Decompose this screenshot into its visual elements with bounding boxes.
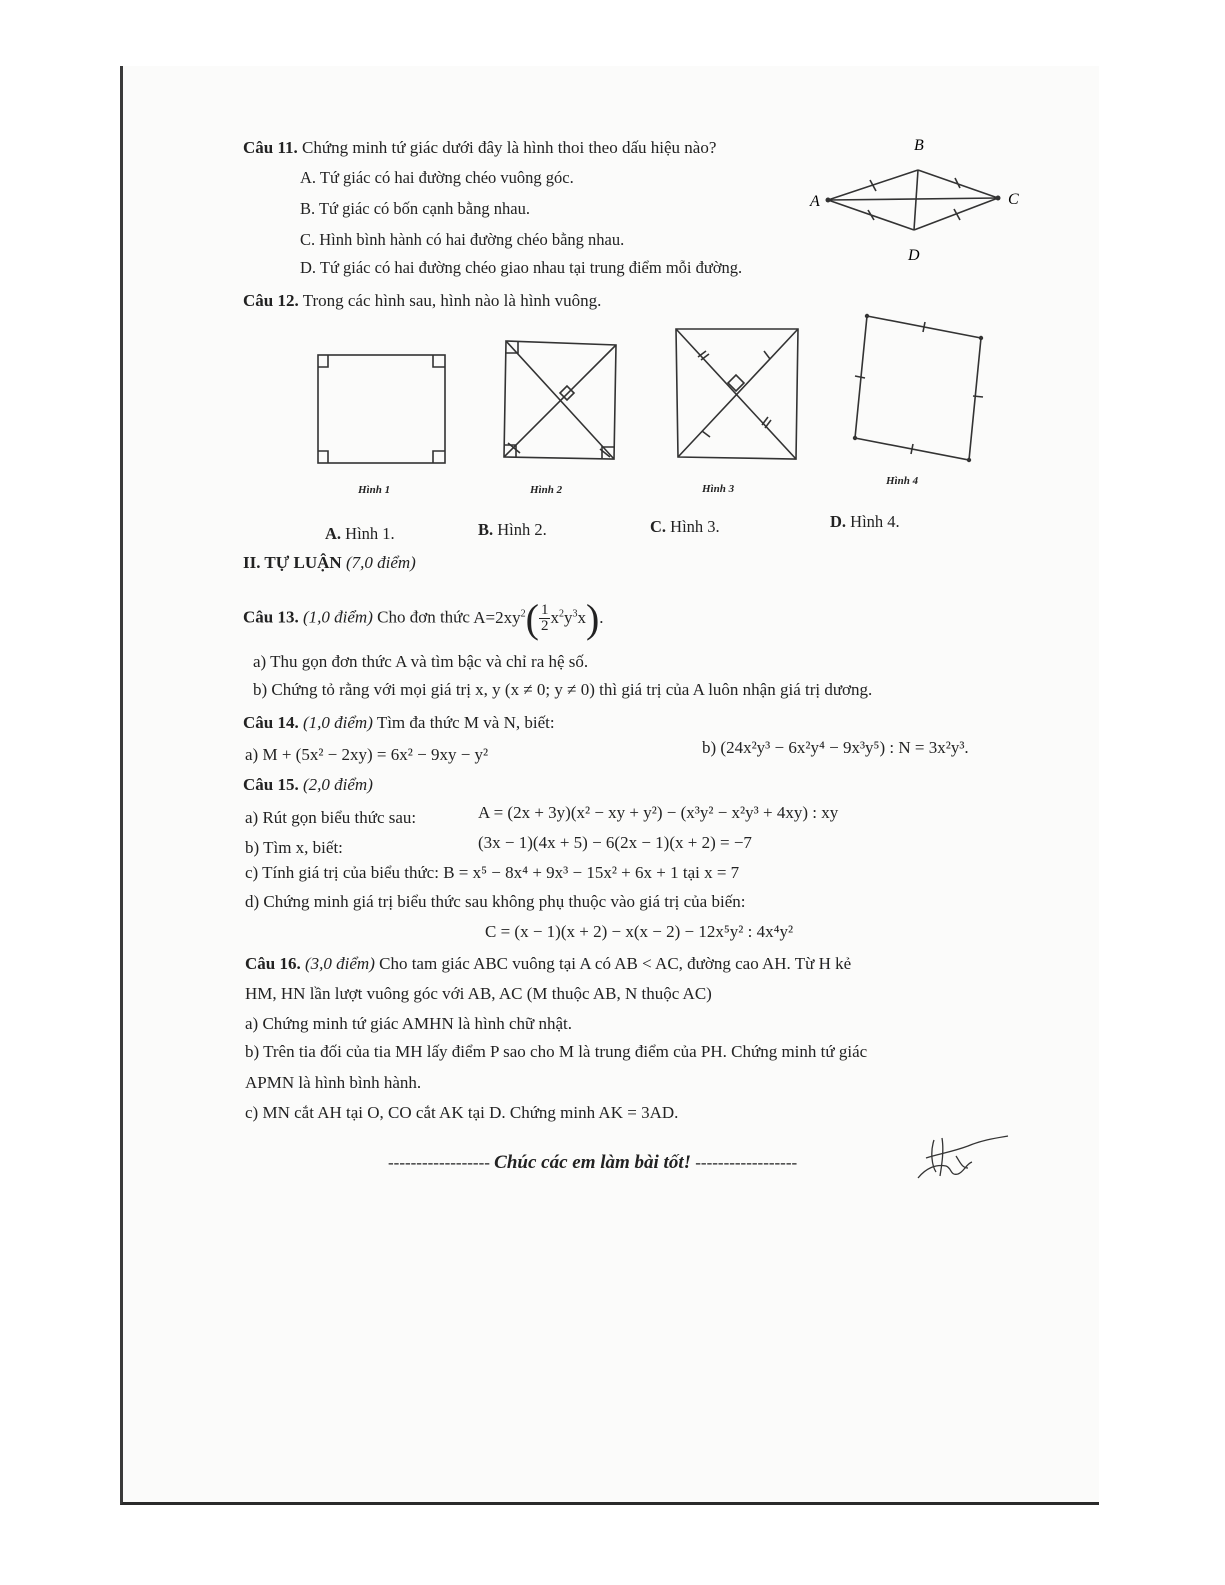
q12-option-c: C. Hình 3.	[650, 517, 720, 536]
q11-option-c: C. Hình bình hành có hai đường chéo bằng nhau.	[300, 230, 625, 249]
q11-option-b: B. Tứ giác có bốn cạnh bằng nhau.	[300, 199, 530, 218]
footer-dashes-left: ------------------	[388, 1153, 490, 1172]
figure-1	[310, 345, 455, 475]
section-2-points: (7,0 điểm)	[345, 553, 416, 572]
q13-question	[243, 590, 604, 643]
q13-points: (1,0 điểm)	[302, 607, 373, 627]
figure-4-caption: Hình 4	[886, 475, 919, 487]
q15-part-b-expr: (3x − 1)(4x + 5) − 6(2x − 1)(x + 2) = −7	[478, 833, 752, 852]
q13-part-a: a) Thu gọn đơn thức A và tìm bậc và chỉ ra hệ số.	[253, 652, 589, 671]
q15-points: (2,0 điểm)	[302, 775, 373, 794]
q16-line-2: HM, HN lần lượt vuông góc với AB, AC (M thuộc AB, N thuộc AC)	[245, 984, 712, 1003]
figure-3	[668, 321, 808, 466]
q15-part-d-expr: C = (x − 1)(x + 2) − x(x − 2) − 12x⁵y² : 4x⁴y²	[485, 922, 794, 941]
q11-option-d: D. Tứ giác có hai đường chéo giao nhau tại trung điểm mỗi đường.	[300, 258, 743, 277]
q12-option-b: B. Hình 2.	[478, 520, 547, 539]
q12-label: Câu 12.	[243, 291, 299, 310]
q15-label: Câu 15.	[243, 775, 299, 794]
section-2-heading	[243, 553, 416, 573]
q16-part-b-line-1: b) Trên tia đối của tia MH lấy điểm P sao cho M là trung điểm của PH. Chứng minh tứ giác	[245, 1042, 868, 1061]
rhombus-figure	[800, 130, 1030, 270]
figure-2	[496, 333, 626, 468]
q12-option-a: A. Hình 1.	[325, 524, 395, 543]
q15-part-d: d) Chứng minh giá trị biểu thức sau không phụ thuộc vào giá trị của biến:	[245, 892, 746, 911]
q15-question	[243, 775, 373, 795]
q16-points: (3,0 điểm)	[304, 954, 375, 973]
q14-points: (1,0 điểm)	[302, 713, 373, 732]
q12-text: Trong các hình sau, hình nào là hình vuông.	[302, 291, 602, 310]
q14-label: Câu 14.	[243, 713, 299, 732]
q13-label: Câu 13.	[243, 607, 299, 627]
figure-4	[845, 308, 995, 463]
q14-part-a: a) M + (5x² − 2xy) = 6x² − 9xy − y²	[245, 745, 489, 764]
q16-question	[245, 954, 851, 974]
figure-3-caption: Hình 3	[702, 483, 735, 495]
figure-2-caption: Hình 2	[530, 484, 563, 496]
q13-part-b: b) Chứng tỏ rằng với mọi giá trị x, y (x ≠ 0; y ≠ 0) thì giá trị của A luôn nhận giá trị dương.	[253, 680, 873, 699]
figure-1-caption: Hình 1	[358, 484, 391, 496]
q12-option-d: D. Hình 4.	[830, 512, 900, 531]
q14-text: Tìm đa thức M và N, biết:	[376, 713, 555, 732]
footer-dashes-right: ------------------	[695, 1153, 798, 1172]
vertex-a-label: A	[810, 193, 820, 210]
q11-option-a: A. Tứ giác có hai đường chéo vuông góc.	[300, 168, 574, 187]
q13-text: Cho đơn thức	[377, 607, 470, 627]
q15-part-b-label: b) Tìm x, biết:	[245, 838, 343, 857]
vertex-c-label: C	[1008, 191, 1019, 208]
vertex-d-label: D	[908, 247, 920, 264]
q16-line-1: Cho tam giác ABC vuông tại A có AB < AC, đường cao AH. Từ H kẻ	[379, 954, 852, 973]
section-2-title: II. TỰ LUẬN	[243, 553, 342, 572]
q16-label: Câu 16.	[245, 954, 301, 973]
vertex-b-label: B	[914, 137, 924, 154]
q16-part-b-line-2: APMN là hình bình hành.	[245, 1073, 422, 1092]
q16-part-a: a) Chứng minh tứ giác AMHN là hình chữ nhật.	[245, 1014, 572, 1033]
q16-part-c: c) MN cắt AH tại O, CO cắt AK tại D. Chứng minh AK = 3AD.	[245, 1103, 679, 1122]
q15-part-a-expr: A = (2x + 3y)(x² − xy + y²) − (x³y² − x²y³ + 4xy) : xy	[478, 803, 839, 822]
q11-text: Chứng minh tứ giác dưới đây là hình thoi theo dấu hiệu nào?	[302, 138, 717, 157]
footer-text: Chúc các em làm bài tốt!	[494, 1152, 692, 1173]
q13-formula: $A=2xy^2$( $\frac{1}{2}$ $x^2y^3x$).	[473, 595, 604, 641]
q12-question	[243, 291, 601, 311]
q15-part-c: c) Tính giá trị của biểu thức: B = x⁵ − 8x⁴ + 9x³ − 15x² + 6x + 1 tại x = 7	[245, 863, 740, 882]
q14-question	[243, 713, 555, 733]
q11-label: Câu 11.	[243, 138, 298, 157]
q15-part-a-label: a) Rút gọn biểu thức sau:	[245, 808, 417, 827]
signature	[912, 1128, 1012, 1188]
q14-part-b: b) (24x²y³ − 6x²y⁴ − 9x³y⁵) : N = 3x²y³.	[702, 738, 969, 757]
q11-question	[243, 138, 716, 158]
footer-closing	[388, 1152, 797, 1174]
